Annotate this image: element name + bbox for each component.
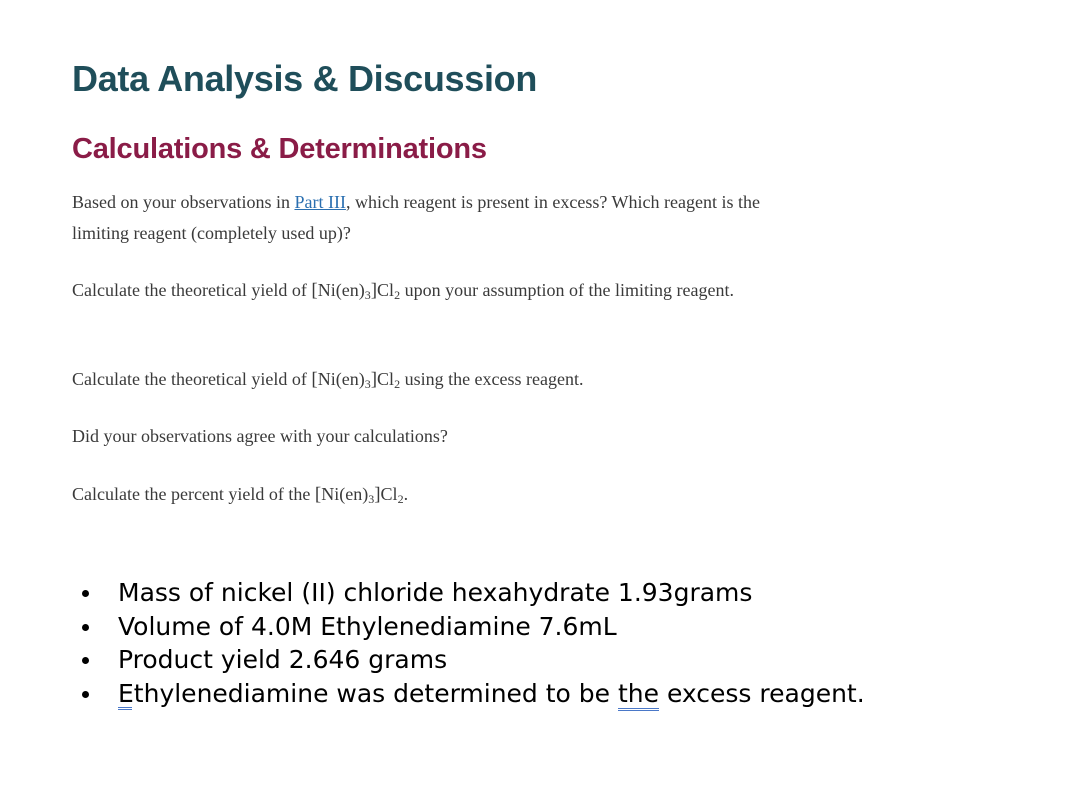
question-3 — [72, 364, 792, 395]
list-item[interactable] — [72, 610, 865, 644]
question-2-text-a: Calculate the theoretical yield of — [72, 280, 312, 300]
question-5 — [72, 479, 792, 510]
question-5-text-b: . — [403, 484, 409, 504]
list-item-text: Mass of nickel (II) chloride hexahydrate 1.93grams — [118, 578, 753, 607]
chemical-formula: $[Ni(en)_3]Cl_2$ — [314, 484, 404, 506]
chemical-formula: $[Ni(en)_3]Cl_2$ — [311, 280, 401, 302]
question-1-text-a: Based on your observations in — [72, 192, 295, 212]
bullet-icon — [82, 590, 89, 597]
bullet-icon — [82, 657, 89, 664]
question-2-text-b: upon your assumption of the limiting reagent. — [400, 280, 735, 300]
list-item[interactable] — [72, 677, 865, 711]
question-1-text-b: , which reagent is present in excess? Which reagent is the limiting reagent (completely used up)? — [72, 192, 760, 243]
grammar-flag-word[interactable]: the — [618, 679, 659, 711]
question-4-text: Did your observations agree with your calculations? — [72, 426, 448, 446]
page-title: Data Analysis & Discussion — [72, 58, 538, 99]
list-item-text: thylenediamine was determined to be — [133, 678, 618, 708]
list-item[interactable] — [72, 576, 865, 610]
grammar-flag-mark[interactable]: E — [118, 678, 134, 708]
bullet-icon — [82, 691, 89, 698]
list-item-text: Volume of 4.0M Ethylenediamine 7.6mL — [118, 611, 617, 641]
question-5-text-a: Calculate the percent yield of the — [72, 484, 315, 504]
bullet-icon — [82, 624, 89, 631]
chemical-formula: $[Ni(en)_3]Cl_2$ — [311, 369, 401, 391]
list-item-text: excess reagent. — [659, 678, 865, 708]
part-iii-link[interactable]: Part III — [294, 192, 346, 212]
question-3-text-a: Calculate the theoretical yield of — [72, 369, 312, 389]
section-subtitle: Calculations & Determinations — [72, 133, 487, 165]
question-1 — [72, 187, 792, 249]
list-item[interactable] — [72, 643, 865, 677]
question-3-text-b: using the excess reagent. — [400, 369, 584, 389]
question-4 — [72, 421, 792, 452]
data-bullet-list — [72, 576, 865, 710]
question-2 — [72, 275, 792, 306]
list-item-text: Product yield 2.646 grams — [118, 645, 448, 674]
